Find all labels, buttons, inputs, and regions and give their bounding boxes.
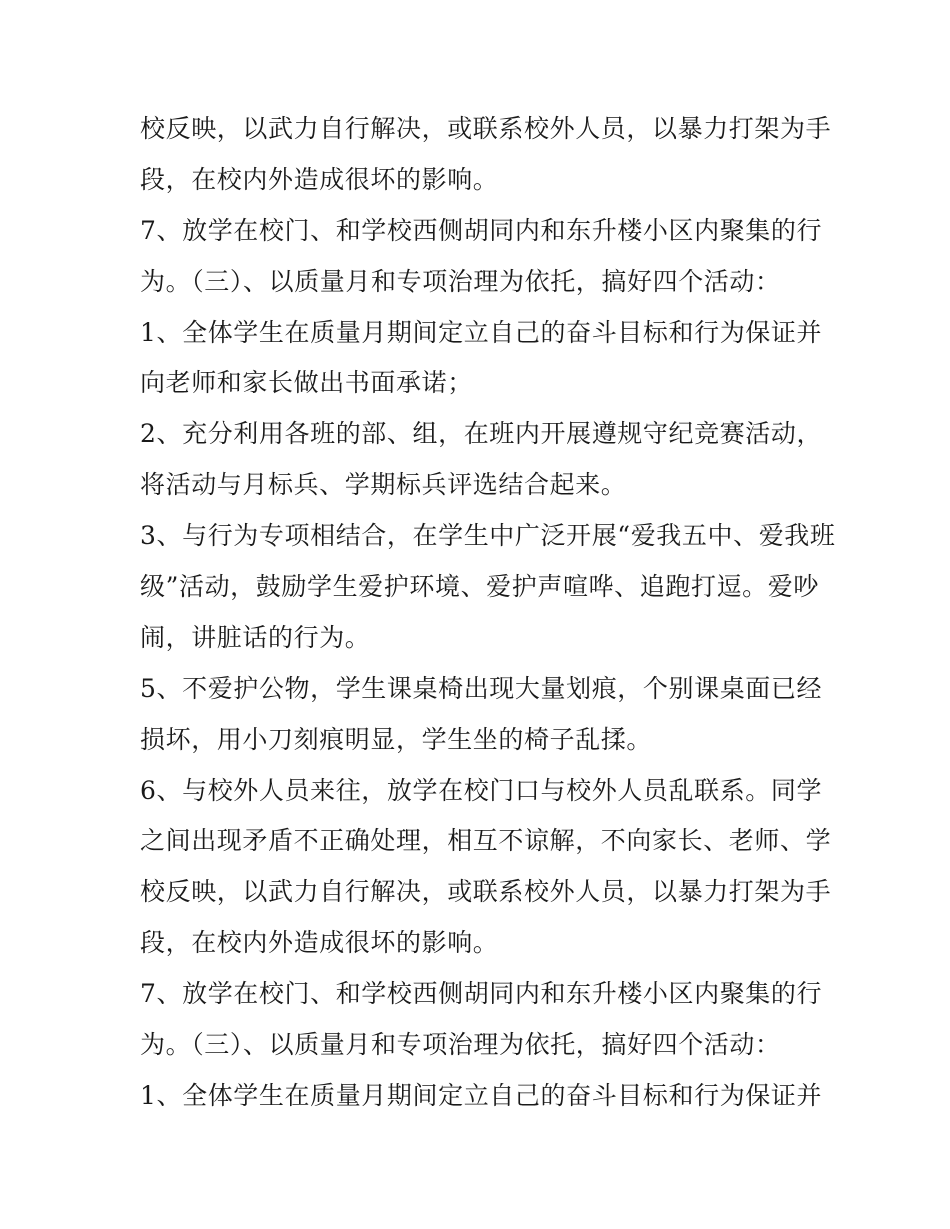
text-line: 损坏，用小刀刻痕明显，学生坐的椅子乱揉。 <box>140 724 653 754</box>
text-line: 级”活动，鼓励学生爱护环境、爱护声喧哗、追跑打逗。爱吵 <box>140 572 819 602</box>
text-line: 1、全体学生在质量月期间定立自己的奋斗目标和行为保证并 <box>140 317 823 347</box>
text-line: 2、充分利用各班的部、组，在班内开展遵规守纪竞赛活动， <box>140 419 823 449</box>
text-line: 校反映，以武力自行解决，或联系校外人员，以暴力打架为手 <box>140 114 832 143</box>
text-line: 为。（三）、以质量月和专项治理为依托，搞好四个活动： <box>140 1030 781 1060</box>
text-line: 1、全体学生在质量月期间定立自己的奋斗目标和行为保证并 <box>140 1080 823 1110</box>
text-line: 7、放学在校门、和学校西侧胡同内和东升楼小区内聚集的行 <box>140 215 823 245</box>
text-line: 向老师和家长做出书面承诺； <box>140 368 473 398</box>
text-line: 闹，讲脏话的行为。 <box>140 622 371 652</box>
text-line: 校反映，以武力自行解决，或联系校外人员，以暴力打架为手 <box>140 877 832 907</box>
text-line: 3、与行为专项相结合，在学生中广泛开展“爱我五中、爱我班 <box>140 521 836 551</box>
text-line: 段，在校内外造成很坏的影响。 <box>140 164 499 194</box>
text-line: 为。（三）、以质量月和专项治理为依托，搞好四个活动： <box>140 266 781 296</box>
text-line: 之间出现矛盾不正确处理，相互不谅解，不向家长、老师、学 <box>140 826 832 856</box>
document-body <box>140 104 836 1122</box>
text-line: 7、放学在校门、和学校西侧胡同内和东升楼小区内聚集的行 <box>140 979 823 1009</box>
text-line: 6、与校外人员来往，放学在校门口与校外人员乱联系。同学 <box>140 775 823 805</box>
text-line: 段，在校内外造成很坏的影响。 <box>140 928 499 958</box>
text-line: 5、不爱护公物，学生课桌椅出现大量划痕，个别课桌面已经 <box>140 673 823 703</box>
text-line: 将活动与月标兵、学期标兵评选结合起来。 <box>140 470 627 500</box>
